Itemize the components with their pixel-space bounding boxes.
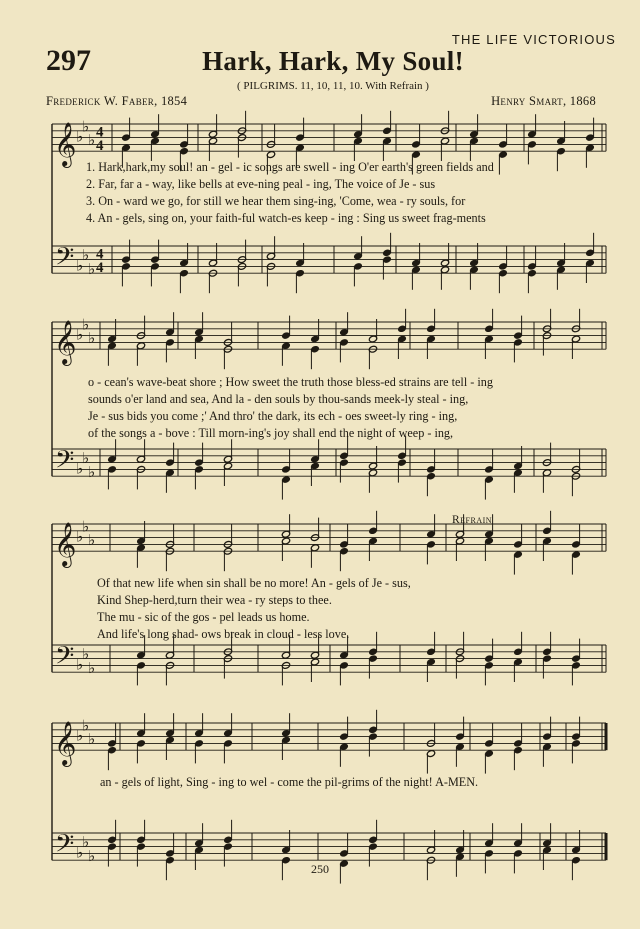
flat-sign-icon: ♭	[88, 533, 96, 549]
lyric-line: Kind Shep-herd,turn their wea - ry steps to thee.	[97, 593, 332, 607]
treble-clef-icon: 𝄞	[54, 522, 77, 567]
lyric-line: sounds o'er land and sea, And la - den souls by thou-sands meek-ly steal - ing,	[88, 392, 469, 406]
section-title: THE LIFE VICTORIOUS	[451, 32, 616, 47]
flat-sign-icon: ♭	[76, 845, 84, 862]
lyric-line: Of that new life when sin shall be no more! An - gels of Je - sus,	[97, 576, 411, 590]
flat-sign-icon: ♭	[76, 461, 84, 478]
bass-clef-icon: 𝄢	[55, 829, 75, 865]
flat-sign-icon: ♭	[88, 133, 96, 149]
lyric-line: The mu - sic of the gos - pel leads us home.	[97, 610, 310, 624]
tune-meter: ( PILGRIMS. 11, 10, 11, 10. With Refrain )	[237, 80, 429, 92]
lyric-line: Je - sus bids you come ;' And thro' the dark, its ech - oes sweet-ly ring - ing,	[88, 409, 458, 423]
flat-sign-icon: ♭	[76, 258, 84, 275]
lyric-line: And life's long shad- ows break in cloud - less love.	[97, 627, 350, 641]
treble-clef-icon: 𝄞	[54, 320, 77, 365]
flat-sign-icon: ♭	[76, 657, 84, 674]
hymn-number: 297	[46, 44, 91, 77]
lyric-line: of the songs a - bove : Till morn-ing's joy shall end the night of weep - ing,	[88, 426, 454, 440]
bass-clef-icon: 𝄢	[55, 242, 75, 278]
flat-sign-icon: ♭	[88, 331, 96, 347]
flat-sign-icon: ♭	[76, 529, 84, 546]
flat-sign-icon: ♭	[88, 261, 96, 278]
flat-sign-icon: ♭	[88, 660, 96, 677]
composer-credit: Henry Smart, 1868	[491, 94, 596, 108]
treble-clef-icon: 𝄞	[54, 122, 77, 167]
bass-clef-icon: 𝄢	[55, 445, 75, 481]
flat-sign-icon: ♭	[82, 119, 90, 136]
flat-sign-icon: ♭	[82, 718, 90, 735]
time-signature: 4	[96, 124, 104, 141]
flat-sign-icon: ♭	[76, 129, 84, 146]
flat-sign-icon: ♭	[76, 728, 84, 745]
treble-clef-icon: 𝄞	[54, 721, 77, 766]
flat-sign-icon: ♭	[82, 835, 90, 852]
flat-sign-icon: ♭	[82, 647, 90, 664]
lyric-line: o - cean's wave-beat shore ; How sweet the truth those bless-ed strains are tell - ing	[88, 375, 493, 389]
refrain-label: Refrain	[452, 514, 493, 526]
author-credit: Frederick W. Faber, 1854	[46, 94, 188, 108]
flat-sign-icon: ♭	[76, 327, 84, 344]
lyric-line: 1. Hark,hark,my soul! an - gel - ic songs are swell - ing O'er earth's green fields and	[86, 160, 494, 174]
flat-sign-icon: ♭	[88, 848, 96, 865]
time-signature: 4	[96, 260, 104, 277]
lyric-line: an - gels of light, Sing - ing to wel - come the pil-grims of the night! A-MEN.	[100, 775, 479, 789]
page-number: 250	[311, 862, 329, 876]
lyric-line: 3. On - ward we go, for still we hear them sing-ing, 'Come, wea - ry souls, for	[86, 194, 466, 208]
time-signature: 4	[96, 246, 104, 263]
flat-sign-icon: ♭	[82, 451, 90, 468]
hymn-title: Hark, Hark, My Soul!	[202, 46, 464, 76]
flat-sign-icon: ♭	[82, 317, 90, 334]
lyric-line: 2. Far, far a - way, like bells at eve-ning peal - ing, The voice of Je - sus	[86, 177, 436, 191]
flat-sign-icon: ♭	[88, 464, 96, 481]
bass-clef-icon: 𝄢	[55, 641, 75, 677]
lyric-line: 4. An - gels, sing on, your faith-ful watch-es keep - ing : Sing us sweet frag-ments	[86, 211, 486, 225]
time-signature: 4	[96, 138, 104, 155]
flat-sign-icon: ♭	[82, 519, 90, 536]
flat-sign-icon: ♭	[88, 732, 96, 748]
flat-sign-icon: ♭	[82, 248, 90, 265]
